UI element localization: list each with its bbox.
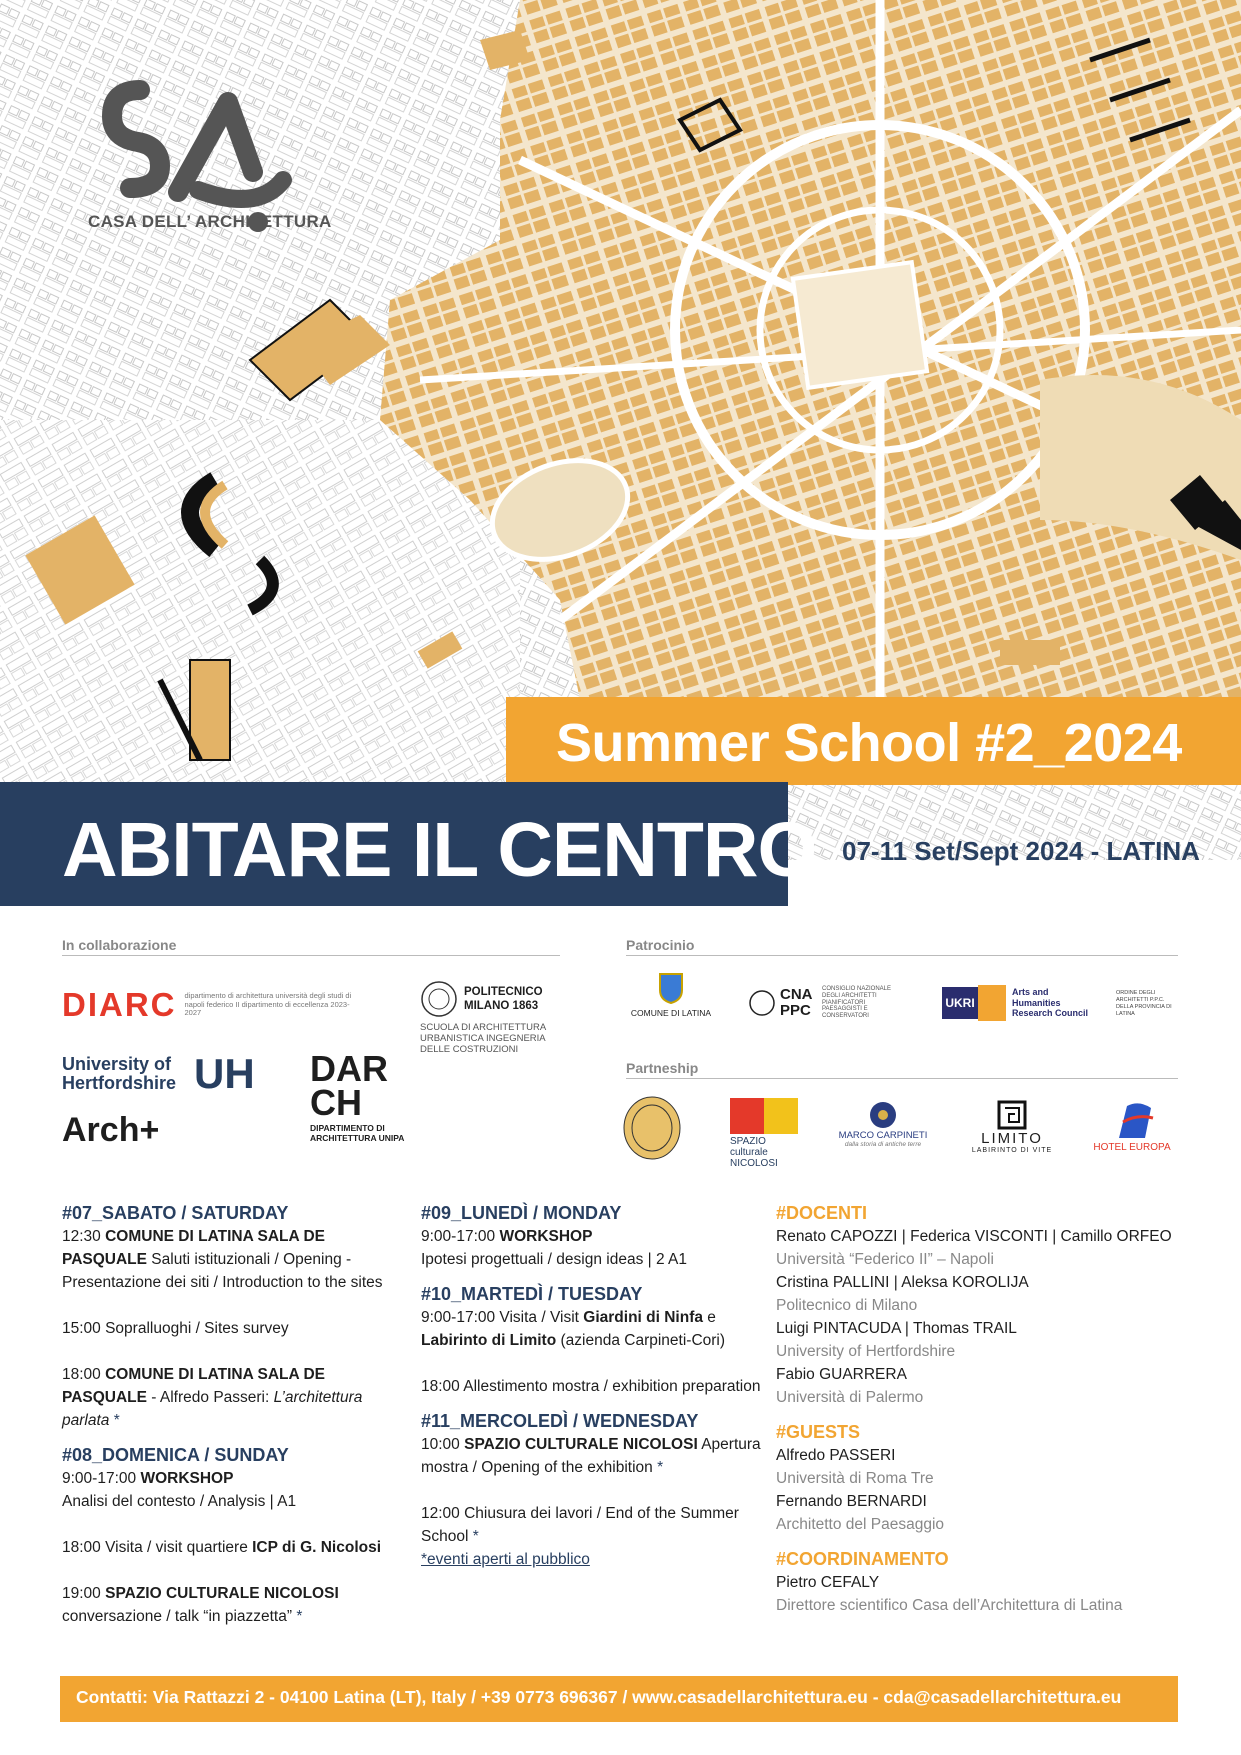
person-name: Cristina PALLINI | Aleksa KOROLIJA: [776, 1274, 1029, 1291]
guests-heading: #GUESTS: [776, 1422, 861, 1442]
ordine-architetti-logo: ORDINE DEGLI ARCHITETTI P.P.C. DELLA PROVINCIA DI LATINA: [1116, 990, 1172, 1017]
archplus-logo: Arch+: [62, 1110, 160, 1149]
person-name: Renato CAPOZZI | Federica VISCONTI | Camillo ORFEO: [776, 1228, 1172, 1245]
event-item: 9:00-17:00 WORKSHOP: [421, 1228, 593, 1245]
collaboration-divider: [62, 955, 560, 956]
patronage-label: Patrocinio: [626, 937, 695, 953]
event-item: 9:00-17:00 WORKSHOP: [62, 1470, 234, 1487]
summer-school-title: Summer School #2_2024: [556, 713, 1182, 773]
person-affiliation: Università di Palermo: [776, 1389, 924, 1406]
program-column-left: [62, 1202, 412, 1628]
person-name: Pietro CEFALY: [776, 1574, 880, 1591]
day-heading-tuesday: #10_MARTEDÌ / TUESDAY: [421, 1284, 643, 1304]
cnappc-logo: CNA PPC CONSIGLIO NAZIONALE DEGLI ARCHITETTI PIANIFICATORI PAESAGGISTI E CONSERVATORI: [748, 983, 918, 1023]
ukri-logo: UKRI Arts and Humanities Research Council: [942, 984, 1092, 1022]
page-title: ABITARE IL CENTRO: [62, 807, 817, 893]
event-item: 10:00 SPAZIO CULTURALE NICOLOSI Apertura mostra / Opening of the exhibition *: [421, 1436, 761, 1476]
day-heading-wednesday: #11_MERCOLEDÌ / WEDNESDAY: [421, 1411, 699, 1431]
comune-crest-icon: [658, 970, 684, 1004]
collaboration-label: In collaborazione: [62, 937, 177, 953]
limito-logo: LIMITO LABIRINTO DI VITE: [962, 1100, 1062, 1162]
patronage-divider: [626, 955, 1178, 956]
event-item: 12:30 COMUNE DI LATINA SALA DE PASQUALE Saluti istituzionali / Opening - Presentazione dei siti / Introduction to the sites: [62, 1228, 383, 1291]
coordinamento-heading: #COORDINAMENTO: [776, 1549, 949, 1569]
marco-carpineti-logo: MARCO CARPINETI dalla storia di antiche terre: [828, 1100, 938, 1162]
labyrinth-icon: [997, 1100, 1027, 1130]
polimi-seal-icon: [420, 980, 458, 1018]
person-affiliation: University of Hertfordshire: [776, 1343, 956, 1360]
partnership-label: Partneship: [626, 1060, 699, 1076]
carpineti-medal-icon: [868, 1100, 898, 1130]
event-item: 15:00 Sopralluoghi / Sites survey: [62, 1320, 289, 1337]
person-affiliation: Università di Roma Tre: [776, 1470, 934, 1487]
person-affiliation: Architetto del Paesaggio: [776, 1516, 945, 1533]
event-item: 19:00 SPAZIO CULTURALE NICOLOSI conversazione / talk “in piazzetta” *: [62, 1585, 339, 1625]
event-item-detail: Ipotesi progettuali / design ideas | 2 A1: [421, 1251, 687, 1268]
event-item: 18:00 Visita / visit quartiere ICP di G. Nicolosi: [62, 1539, 382, 1556]
day-heading-sunday: #08_DOMENICA / SUNDAY: [62, 1445, 289, 1465]
person-affiliation: Università “Federico II” – Napoli: [776, 1251, 994, 1268]
cnappc-seal-icon: [748, 989, 776, 1017]
day-heading-saturday: #07_SABATO / SATURDAY: [62, 1203, 289, 1223]
europa-flag-icon: [1109, 1100, 1155, 1140]
partnership-divider: [626, 1078, 1178, 1079]
hotel-europa-logo: HOTEL EUROPA: [1086, 1100, 1178, 1162]
people-column: [776, 1202, 1196, 1617]
diarc-logo: DIARC dipartimento di architettura università degli studi di napoli federico II dipartimento di eccellenza 2023-2027: [62, 986, 352, 1023]
event-item: 9:00-17:00 Visita / Visit Giardini di Ninfa e Labirinto di Limito (azienda Carpineti-Cori): [421, 1309, 726, 1349]
docenti-heading: #DOCENTI: [776, 1203, 868, 1223]
comune-latina-logo: COMUNE DI LATINA: [626, 970, 716, 1032]
hertfordshire-logo: University of Hertfordshire UH: [62, 1050, 255, 1097]
org-name: CASA DELL’ ARCHITETTURA: [88, 212, 332, 231]
person-affiliation: Direttore scientifico Casa dell’Architettura di Latina: [776, 1597, 1123, 1614]
event-item-detail: Analisi del contesto / Analysis | A1: [62, 1493, 297, 1510]
person-name: Fabio GUARRERA: [776, 1366, 907, 1383]
contact-info: Contatti: Via Rattazzi 2 - 04100 Latina (LT), Italy / +39 0773 696367 / www.casadellarchitettura.eu - cda@casadellarchitettura.eu: [76, 1687, 1122, 1707]
event-item: 18:00 COMUNE DI LATINA SALA DE PASQUALE - Alfredo Passeri: L’architettura parlata *: [62, 1366, 363, 1429]
spazio-nicolosi-logo: SPAZIO culturale NICOLOSI: [730, 1098, 800, 1160]
person-name: Fernando BERNARDI: [776, 1493, 927, 1510]
public-events-note[interactable]: *eventi aperti al pubblico: [421, 1551, 590, 1568]
ninfa-crest-icon: [620, 1095, 684, 1161]
person-name: Luigi PINTACUDA | Thomas TRAIL: [776, 1320, 1017, 1337]
event-item: 12:00 Chiusura dei lavori / End of the Summer School *: [421, 1505, 739, 1545]
ninfa-logo: [620, 1095, 710, 1161]
event-dates: 07-11 Set/Sept 2024 - LATINA: [842, 836, 1200, 866]
event-item: 18:00 Allestimento mostra / exhibition preparation: [421, 1378, 761, 1395]
polimi-logo: POLITECNICO MILANO 1863 SCUOLA DI ARCHITETTURA URBANISTICA INGEGNERIA DELLE COSTRUZIONI: [420, 980, 570, 1070]
person-affiliation: Politecnico di Milano: [776, 1297, 918, 1314]
person-name: Alfredo PASSERI: [776, 1447, 896, 1464]
program-column-middle: [421, 1202, 761, 1571]
darch-logo: DARCH DIPARTIMENTO DI ARCHITETTURA UNIPA: [310, 1048, 405, 1144]
day-heading-monday: #09_LUNEDÌ / MONDAY: [421, 1203, 622, 1223]
